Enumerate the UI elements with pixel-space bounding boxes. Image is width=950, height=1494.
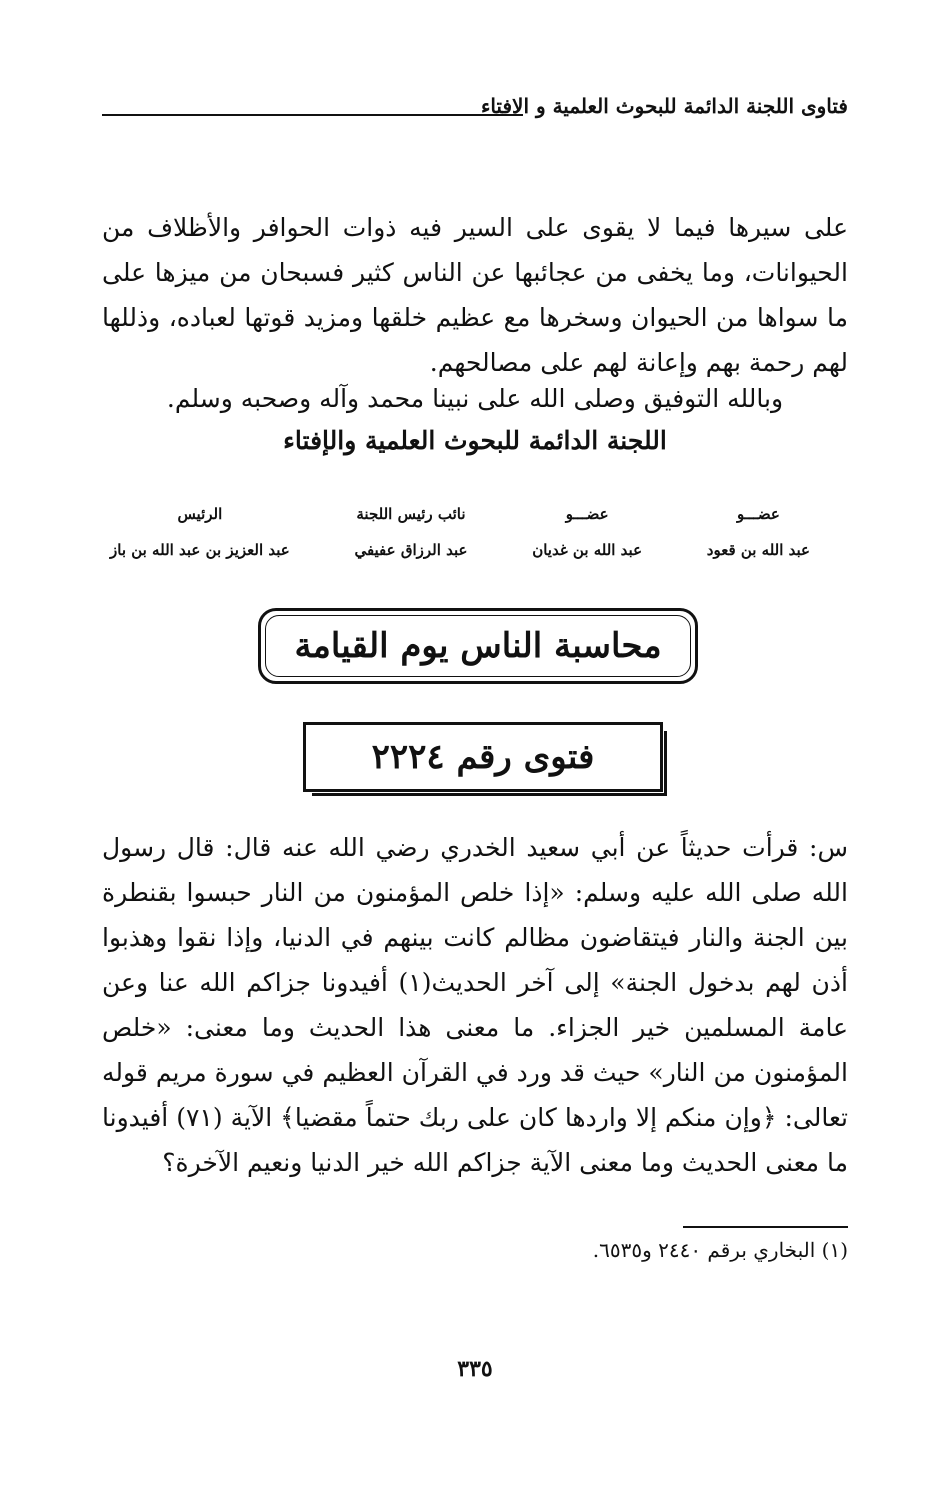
signatory [707, 505, 810, 565]
running-title: فتاوى اللجنة الدائمة للبحوث العلمية و الافتاء [480, 94, 848, 118]
signatory-name: عبد الله بن غديان [532, 541, 643, 559]
footnote: (١) البخاري برقم ٢٤٤٠ و٦٥٣٥. [592, 1238, 848, 1262]
signatory [110, 505, 290, 565]
signatory-name: عبد العزيز بن عبد الله بن باز [110, 541, 290, 559]
running-header [102, 92, 848, 132]
signatory-name: عبد الرزاق عفيفي [354, 541, 468, 559]
topic-title: محاسبة الناس يوم القيامة [294, 626, 662, 666]
closing-block [102, 378, 848, 462]
footnote-rule [683, 1226, 848, 1228]
signatory [532, 505, 642, 565]
signatory-role: نائب رئيس اللجنة [356, 505, 466, 523]
closing-salutation: وبالله التوفيق وصلى الله على نبينا محمد وآله وصحبه وسلم. [166, 384, 784, 413]
fatwa-number: فتوى رقم ٢٢٢٤ [371, 737, 595, 777]
topic-title-frame [258, 608, 698, 684]
signatory-name: عبد الله بن قعود [706, 541, 810, 559]
signatory-role: عضـــو [736, 505, 780, 523]
signatory [354, 505, 467, 565]
header-rule [102, 114, 523, 116]
signatory-role: الرئيس [177, 505, 223, 523]
committee-name: اللجنة الدائمة للبحوث العلمية والإفتاء [283, 426, 667, 455]
page-number: ٣٣٥ [457, 1356, 493, 1382]
signatories-block [110, 505, 810, 565]
body-paragraph: على سيرها فيما لا يقوى على السير فيه ذوات الحوافر والأظلاف من الحيوانات، وما يخفى من عجائبها عن الناس كثير فسبحان من ميزها على ما سواها من الحيوان وسخرها مع عظيم خلقها ومزيد قوتها لعباده، وذللها لهم رحمة بهم وإعانة لهم على مصالحهم. [102, 213, 848, 377]
signatory-role: عضـــو [565, 505, 609, 523]
fatwa-number-frame [303, 722, 663, 792]
question-paragraph: س: قرأت حديثاً عن أبي سعيد الخدري رضي الله عنه قال: قال رسول الله صلى الله عليه وسلم: «إذا خلص المؤمنون من النار حبسوا بقنطرة بين الجنة والنار فيتقاضون مظالم كانت بينهم في الدنيا، وإذا نقوا وهذبوا أذن لهم بدخول الجنة» إلى آخر الحديث(١) أفيدونا جزاكم الله عنا وعن عامة المسلمين خير الجزاء. ما معنى هذا الحديث وما معنى: «خلص المؤمنون من النار» حيث قد ورد في القرآن العظيم في سورة مريم قوله تعالى: ﴿وإن منكم إلا واردها كان على ربك حتماً مقضيا﴾ الآية (٧١) أفيدونا ما معنى الحديث وما معنى الآية جزاكم الله خير الدنيا ونعيم الآخرة؟ [102, 833, 848, 1177]
